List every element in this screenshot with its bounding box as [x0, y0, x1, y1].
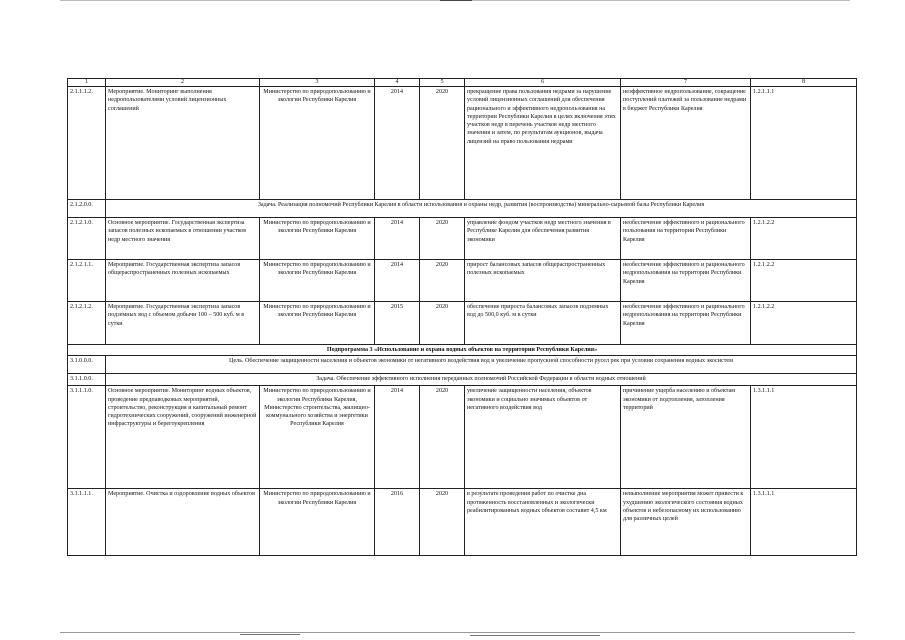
- row-consequence: неэффективное недропользование, сокращение поступлений платежей за пользование недрами в бюджет Республики Карелия: [621, 87, 751, 200]
- row-code: 2.1.2.1.2.: [68, 302, 106, 345]
- row-executor: Министерство по природопользованию и экологии Республики Карелия: [260, 218, 375, 260]
- row-start-year: 2016: [375, 489, 420, 556]
- row-result: прирост балансовых запасов общераспространенных полезных ископаемых: [465, 260, 621, 302]
- row-consequence: необеспечение эффективного и рационального пользования на территории Республики Карелия: [621, 218, 751, 260]
- row-executor: Министерство по природопользованию и экологии Республики Карелия: [260, 489, 375, 556]
- table-header-row: [68, 79, 857, 87]
- row-result: управление фондом участков недр местного значения в Республике Карелия для обеспечения развития экономики: [465, 218, 621, 260]
- row-end-year: 2020: [420, 489, 465, 556]
- table-row: [68, 302, 857, 345]
- scan-edge-bottom: [240, 634, 300, 635]
- row-end-year: 2020: [420, 260, 465, 302]
- task-text: Задача. Обеспечение эффективного исполнения переданных полномочий Российской Федерации в области водных отношений: [106, 374, 857, 386]
- row-start-year: 2014: [375, 87, 420, 200]
- header-cell: 7: [621, 79, 751, 87]
- row-start-year: 2014: [375, 218, 420, 260]
- row-executor: Министерство по природопользованию и экологии Республики Карелия: [260, 260, 375, 302]
- header-cell: 2: [106, 79, 260, 87]
- subprogram-row: [68, 345, 857, 356]
- row-code: 2.1.2.1.1.: [68, 260, 106, 302]
- scan-edge-bottom: [60, 632, 855, 633]
- table-row: [68, 260, 857, 302]
- row-result: увеличение защищенности населения, объектов экономики и социально значимых объектов от негативного воздействия вод: [465, 386, 621, 489]
- row-event: Основное мероприятие. Государственная экспертиза запасов полезных ископаемых в отношении участков недр местного значения: [106, 218, 260, 260]
- row-end-year: 2020: [420, 218, 465, 260]
- row-start-year: 2014: [375, 260, 420, 302]
- row-executor: Министерство по природопользованию и экологии Республики Карелия: [260, 302, 375, 345]
- header-cell: 6: [465, 79, 621, 87]
- scan-mark-top: [440, 0, 472, 1]
- row-indicator: 1.3.1.1.1: [751, 489, 857, 556]
- header-cell: 8: [751, 79, 857, 87]
- goal-row: [68, 356, 857, 374]
- row-code: 3.1.1.1.0.: [68, 386, 106, 489]
- row-indicator: 1.2.1.1.1: [751, 87, 857, 200]
- table-row: [68, 489, 857, 556]
- row-code: 2.1.2.1.0.: [68, 218, 106, 260]
- task-row: [68, 200, 857, 218]
- row-indicator: 1.2.1.2.2: [751, 218, 857, 260]
- row-result: прекращение права пользования недрами за нарушение условий лицензионных соглашений для обеспечения рационального и эффективного недропользования на территории Республики Карелия в целях включения этих участков недр в перечень участков недр местного значения и затем, по результатам аукционов, выдача лицензий на право пользования недрами: [465, 87, 621, 200]
- row-result: в результате проведения работ по очистке дна протяженность восстановленных и экологически реабилитированных водных объектов составит 4,5 км: [465, 489, 621, 556]
- row-end-year: 2020: [420, 87, 465, 200]
- row-code: 2.1.2.0.0.: [68, 200, 106, 218]
- row-executor: Министерство по природопользованию и экологии Республики Карелия, Министерство строительства, жилищно-коммунального хозяйства и энергетики Республики Карелия: [260, 386, 375, 489]
- header-cell: 1: [68, 79, 106, 87]
- row-consequence: невыполнение мероприятия может привести к ухудшению экологического состояния водных объектов и небезопасному их использованию для различных целей: [621, 489, 751, 556]
- row-event: Мероприятие. Очистка и оздоровление водных объектов: [106, 489, 260, 556]
- scan-edge-bottom: [470, 635, 600, 636]
- row-indicator: 1.3.1.1.1: [751, 386, 857, 489]
- row-event: Основное мероприятие. Мониторинг водных объектов, проведение предпаводковых мероприятий, строительство, реконструкция и капитальный ремонт гидротехнических сооружений, сооружений инженерной инфраструктуры и берегоукрепления: [106, 386, 260, 489]
- header-cell: 3: [260, 79, 375, 87]
- row-code: 3.1.1.1.1.: [68, 489, 106, 556]
- row-indicator: 1.2.1.2.2: [751, 260, 857, 302]
- subprogram-title: Подпрограмма 3 «Использование и охрана водных объектов на территории Республики Карелия»: [68, 345, 857, 356]
- goal-text: Цель. Обеспечение защищенности населения и объектов экономики от негативного воздействия вод и увеличение пропускной способности русел рек при условии сохранения водных экосистем: [106, 356, 857, 374]
- row-executor: Министерство по природопользованию и экологии Республики Карелия: [260, 87, 375, 200]
- table-row: [68, 87, 857, 200]
- row-code: 3.1.0.0.0.: [68, 356, 106, 374]
- program-table: [67, 78, 857, 556]
- row-start-year: 2015: [375, 302, 420, 345]
- header-cell: 4: [375, 79, 420, 87]
- row-start-year: 2014: [375, 386, 420, 489]
- table-row: [68, 218, 857, 260]
- task-row: [68, 374, 857, 386]
- task-text: Задача. Реализация полномочий Республики Карелия в области использования и охраны недр, развития (воспроизводства) минерально-сырьевой базы Республики Карелия: [106, 200, 857, 218]
- row-indicator: 1.2.1.2.2: [751, 302, 857, 345]
- table-row: [68, 386, 857, 489]
- row-event: Мероприятие. Государственная экспертиза запасов общераспространенных полезных ископаемых: [106, 260, 260, 302]
- header-cell: 5: [420, 79, 465, 87]
- row-code: 3.1.1.0.0.: [68, 374, 106, 386]
- row-end-year: 2020: [420, 386, 465, 489]
- row-code: 2.1.1.1.2.: [68, 87, 106, 200]
- row-result: обеспечение прироста балансовых запасов подземных вод до 500,0 куб. м в сутки: [465, 302, 621, 345]
- row-consequence: причинение ущерба населению и объектам экономики от подтопления, затопления территорий: [621, 386, 751, 489]
- row-end-year: 2020: [420, 302, 465, 345]
- row-consequence: необеспечение эффективного и рационального недропользования на территории Республики Карелия: [621, 302, 751, 345]
- row-consequence: необеспечение эффективного и рационального недропользования на территории Республики Карелия: [621, 260, 751, 302]
- row-event: Мероприятие. Государственная экспертиза запасов подземных вод с объемом добычи 100 – 500 куб. м в сутки: [106, 302, 260, 345]
- row-event: Мероприятие. Мониторинг выполнения недропользователями условий лицензионных соглашений: [106, 87, 260, 200]
